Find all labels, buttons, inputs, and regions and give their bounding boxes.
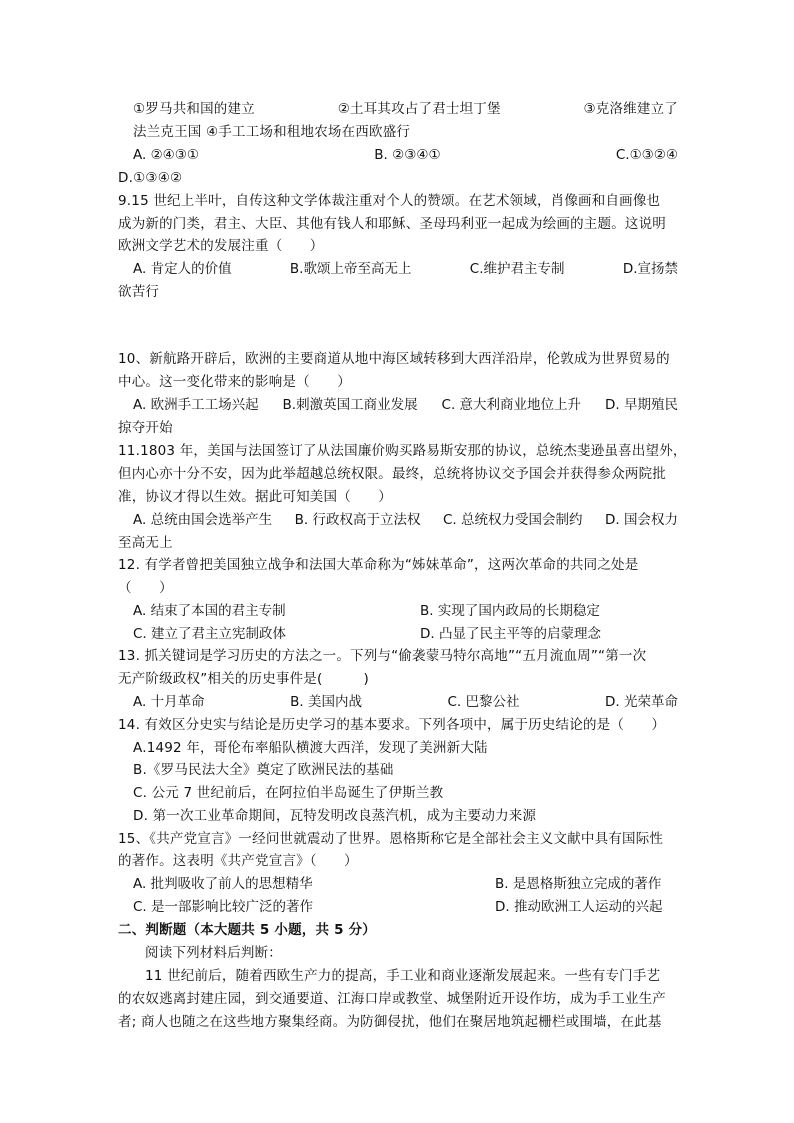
q15-option-c: C. 是一部影响比较广泛的著作 (133, 899, 314, 915)
q14-option-b: B.《罗马民法大全》奠定了欧洲民法的基础 (133, 762, 394, 778)
q9-options (133, 260, 678, 278)
q10-stem-line-1: 10、新航路开辟后，欧洲的主要商道从地中海区域转移到大西洋沿岸，伦敦成为世界贸易的 (118, 351, 670, 367)
q12-option-c: C. 建立了君主立宪制政体 (133, 626, 287, 642)
q11-option-c: C. 总统权力受国会制约 (442, 512, 583, 528)
q14-option-d: D. 第一次工业革命期间，瓦特发明改良蒸汽机，成为主要动力来源 (133, 808, 537, 824)
q10-option-b: B.刺激英国工商业发展 (282, 397, 418, 413)
q8-option-c: C.①③②④ (615, 147, 678, 163)
q12-stem-line-1: 12. 有学者曾把美国独立战争和法国大革命称为“姊妹革命”，这两次革命的共同之处是 (118, 557, 639, 573)
q12-option-a: A. 结束了本国的君主专制 (133, 603, 286, 619)
q9-stem-line-3: 欧洲文学艺术的发展注重（ ） (118, 238, 324, 254)
q9-option-b: B.歌颂上帝至高无上 (289, 261, 412, 277)
q11-options (133, 511, 678, 529)
q10-option-d-wrap: 掠夺开始 (118, 420, 173, 436)
q10-options (133, 396, 678, 414)
q8-option-a: A. ②④③① (133, 147, 199, 163)
section-2-title: 二、判断题（本大题共 5 小题，共 5 分） (118, 922, 376, 938)
q14-stem: 14. 有效区分史实与结论是历史学习的基本要求。下列各项中，属于历史结论的是（ ） (118, 717, 666, 733)
q12-stem-line-2: （ ） (118, 580, 173, 596)
q11-option-a: A. 总统由国会选举产生 (133, 512, 273, 528)
q15-option-a: A. 批判吸收了前人的思想精华 (133, 876, 313, 892)
q8-item-3: ③克洛维建立了 (583, 101, 678, 117)
q15-option-d: D. 推动欧洲工人运动的兴起 (495, 899, 663, 915)
q15-stem-line-1: 15、《共产党宣言》一经问世就震动了世界。恩格斯称它是全部社会主义文献中具有国际性 (118, 831, 664, 847)
q8-options (133, 146, 678, 164)
q13-option-c: C. 巴黎公社 (447, 694, 520, 710)
q11-stem-line-2: 但内心亦十分不安，因为此举超越总统权限。最终，总统将协议交予国会并获得参众两院批 (118, 466, 666, 482)
q11-option-d-wrap: 至高无上 (118, 535, 173, 551)
q10-option-d: D. 早期殖民 (604, 397, 678, 413)
q10-option-a: A. 欧洲手工工场兴起 (133, 397, 259, 413)
q15-option-b: B. 是恩格斯独立完成的著作 (495, 876, 662, 892)
q8-option-d: D.①③④② (118, 170, 183, 186)
q14-option-c: C. 公元 7 世纪前后，在阿拉伯半岛诞生了伊斯兰教 (133, 785, 444, 801)
q8-item-2: ②土耳其攻占了君士坦丁堡 (337, 101, 501, 117)
q11-option-b: B. 行政权高于立法权 (294, 512, 421, 528)
q11-stem-line-3: 准，协议才得以生效。据此可知美国（ ） (118, 489, 392, 505)
material-para-line-1: 11 世纪前后，随着西欧生产力的提高，手工业和商业逐渐发展起来。一些有专门手艺 (145, 968, 661, 984)
q11-option-d: D. 国会权力 (605, 512, 678, 528)
q13-option-d: D. 光荣革命 (605, 694, 678, 710)
q13-stem-line-1: 13. 抓关键词是学习历史的方法之一。下列与“偷袭蒙马特尔高地”“五月流血周”“第一次 (118, 648, 647, 664)
q10-stem-line-2: 中心。这一变化带来的影响是（ ） (118, 374, 351, 390)
q12-option-d: D. 凸显了民主平等的启蒙理念 (420, 626, 601, 642)
q15-stem-line-2: 的著作。这表明《共产党宣言》（ ） (118, 853, 358, 869)
q11-stem-line-1: 11.1803 年，美国与法国签订了从法国廉价购买路易斯安那的协议，总统杰斐逊虽喜出望外， (118, 443, 687, 459)
q12-option-b: B. 实现了国内政局的长期稳定 (420, 603, 600, 619)
q13-options (133, 693, 678, 711)
section-2-instruction: 阅读下列材料后判断： (145, 945, 282, 961)
q8-items-line-2: 法兰克王国 ④手工工场和租地农场在西欧盛行 (133, 124, 411, 140)
q13-stem-line-2: 无产阶级政权”相关的历史事件是( ) (118, 671, 370, 687)
q9-option-c: C.维护君主专制 (469, 261, 565, 277)
q10-option-c: C. 意大利商业地位上升 (441, 397, 582, 413)
q9-option-d-wrap: 欲苦行 (118, 284, 160, 300)
q13-option-a: A. 十月革命 (133, 694, 205, 710)
q8-option-b: B. ②③④① (374, 147, 441, 163)
q12-options-row-2 (133, 625, 673, 643)
material-para-line-2: 的农奴逃离封建庄园，到交通要道、江海口岸或教堂、城堡附近开设作坊，成为手工业生产 (118, 991, 666, 1007)
q15-options-row-2 (133, 898, 673, 916)
q8-item-1: ①罗马共和国的建立 (133, 101, 255, 117)
q9-stem-line-1: 9.15 世纪上半叶，自传这种文学体裁注重对个人的赞颂。在艺术领域，肖像画和自画像也 (118, 193, 661, 209)
q14-option-a: A.1492 年，哥伦布率船队横渡大西洋，发现了美洲新大陆 (133, 740, 488, 756)
q12-options-row-1 (133, 602, 673, 620)
q13-option-b: B. 美国内战 (290, 694, 362, 710)
q9-option-d: D.宣扬禁 (622, 261, 678, 277)
q9-stem-line-2: 成为新的门类，君主、大臣、其他有钱人和耶稣、圣母玛利亚一起成为绘画的主题。这说明 (118, 216, 666, 232)
q9-option-a: A. 肯定人的价值 (133, 261, 232, 277)
material-para-line-3: 者; 商人也随之在这些地方聚集经商。为防御侵扰，他们在聚居地筑起栅栏或围墙，在此基 (118, 1014, 662, 1030)
q8-items-line-1 (133, 100, 678, 118)
q15-options-row-1 (133, 875, 673, 893)
